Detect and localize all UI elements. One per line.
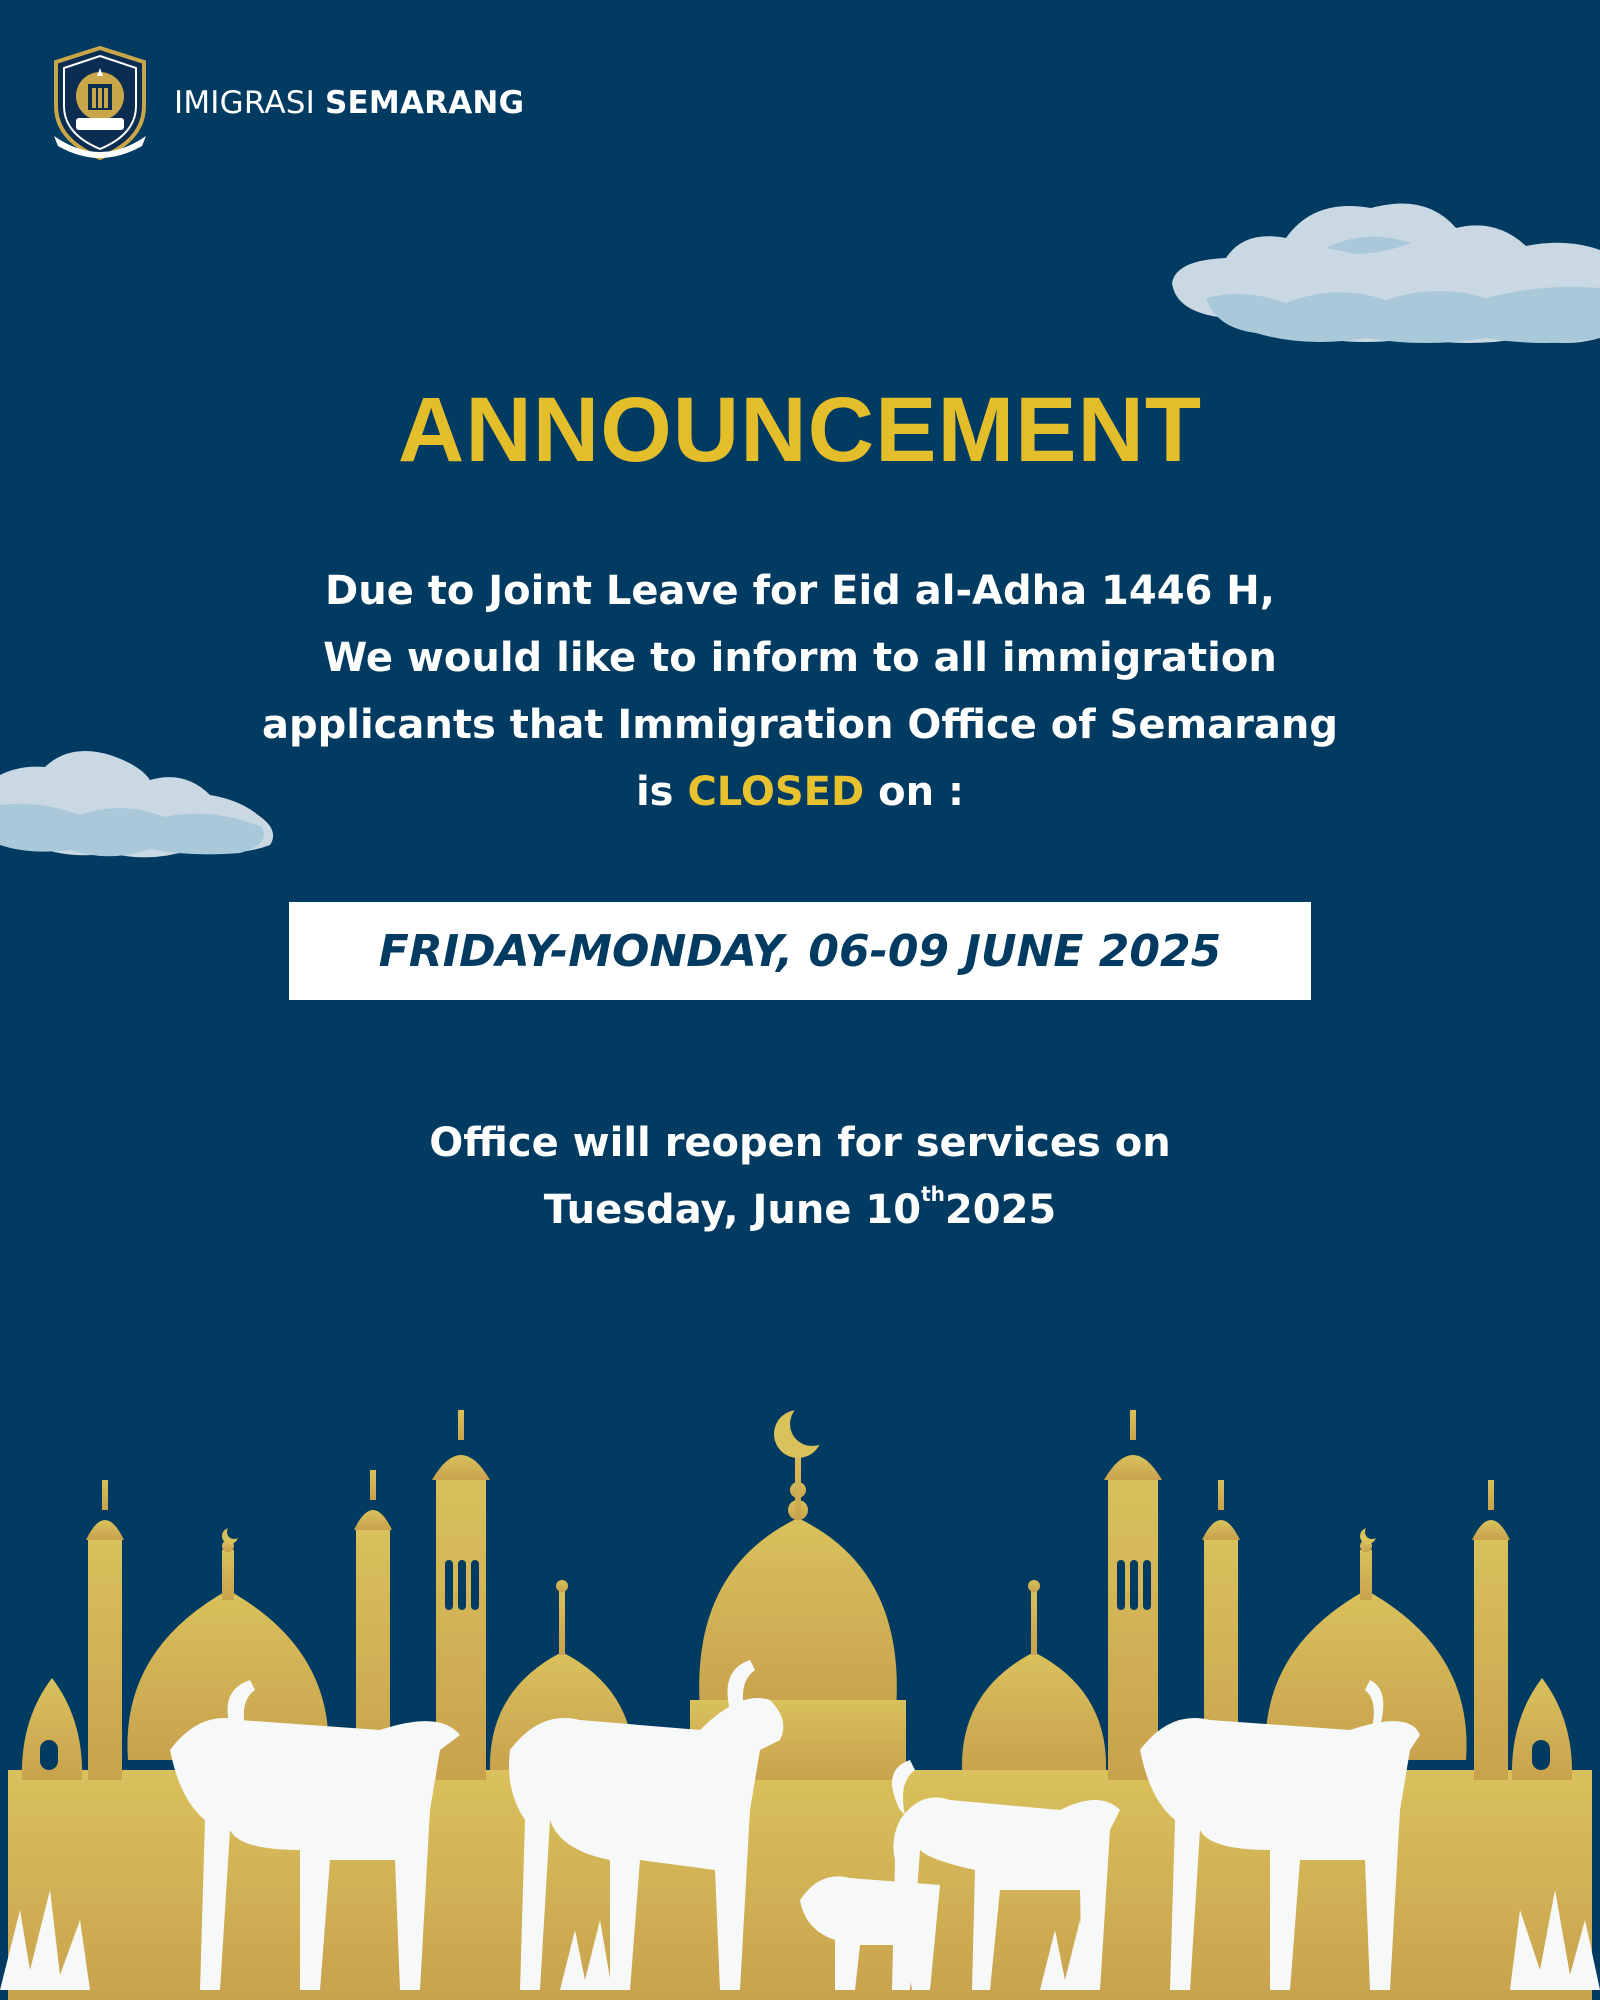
message-line: We would like to inform to all immigration	[323, 635, 1277, 681]
closure-date: FRIDAY-MONDAY, 06-09 JUNE 2025	[378, 925, 1222, 977]
announcement-title: ANNOUNCEMENT	[397, 379, 1203, 481]
reopen-line: Office will reopen for services on	[429, 1120, 1171, 1166]
mosque-silhouette-icon	[0, 1390, 1600, 2000]
closed-highlight: CLOSED	[687, 769, 865, 815]
header	[48, 44, 524, 162]
closed-suffix: on :	[878, 769, 965, 815]
closed-prefix: is	[635, 769, 674, 815]
closure-date-box	[289, 902, 1311, 1000]
brand-bold: SEMARANG	[325, 85, 525, 121]
message-line: Due to Joint Leave for Eid al-Adha 1446 H,	[325, 568, 1275, 614]
reopen-notice	[300, 1110, 1300, 1244]
reopen-date-suffix: th	[921, 1182, 945, 1206]
cloud-icon	[1166, 188, 1600, 348]
brand-name	[174, 85, 524, 121]
reopen-date: Tuesday, June 10	[543, 1187, 922, 1233]
immigration-emblem-icon	[48, 44, 152, 162]
brand-light: IMIGRASI	[174, 85, 315, 121]
reopen-year: 2025	[944, 1187, 1057, 1233]
message-line: applicants that Immigration Office of Semarang	[262, 702, 1338, 748]
reopen-date-line	[300, 1177, 1300, 1244]
message-line	[200, 759, 1400, 826]
announcement-message	[200, 558, 1400, 826]
